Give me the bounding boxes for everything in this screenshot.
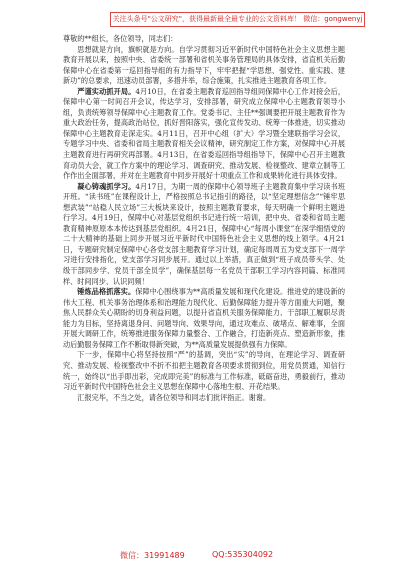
promo-banner: 关注头条号"公文研究"，获得最新最全最专业的公文资料库！ 微信：gongwenyj bbox=[110, 12, 365, 27]
footer-qq: QQ:535304092 bbox=[212, 550, 274, 559]
section-paragraph-study bbox=[63, 182, 345, 287]
intro-paragraph: 思想就是方向，旗帜就是方向。自学习贯彻习近平新时代中国特色社会主义思想主题教育开展以来，按照中央、省委统一部署和省机关事务管理局的具体安排，省直机关后勤保障中心在省委第一巡回指导组的有力指导下，牢牢把握“学思想、强党性、重实践、建新功”的总要求，迅速动员部署，多措并举，综合施策，扎实推进主题教育各项工作。 bbox=[63, 44, 345, 86]
salutation: 尊敬的**组长，各位领导，同志们： bbox=[63, 34, 178, 43]
next-steps-paragraph: 下一步，保障中心将坚持按照“严”的基调，突出“实”的导向，在理论学习、调查研究、推动发展、检视整改中不折不扣把主题教育各项要求贯彻到位，用党员贯通，知信行统一，始终以“出手即出彩，完成即完美”的标准与工作标准，砥砺奋进，勇毅前行，推动习近平新时代中国特色社会主义思想在保障中心落地生根、开花结果。 bbox=[63, 350, 345, 392]
section-text-study: 4月17日，为期一周的保障中心领导班子主题教育集中学习读书班开班。“读书班”在课程设计上，严格按照总书记指引的路径，以“坚定理想信念”“锤牢思想武装”“站稳人民立场”三大板块来设计，按照主题教育要求，每天明确一个鲜明主题进行学习。4月19日，保障中心对基层党组织书记进行统一培训，把中央、省委和省局主题教育精神原原本本传达到基层党组织。4月21日，保障中心“每周小课堂”在深学细悟党的二十大精神的基础上同步开展习近平新时代中国特色社会主义思想的线上领学。4月21日，专题研究制定保障中心各党支部主题教育学习计划，确定每周周五为党支部下一周学习进行安排指化，党支部学习同步展开。通过以上举措，真正做到“班子成员带头学、处级干部同步学、党员干部全员学”，确保基层每一名党员干部职工学习内容同篇、标准同样、时间同步、认识同频！ bbox=[63, 181, 345, 286]
section-paragraph-kickoff bbox=[63, 87, 345, 182]
section-lead-kickoff: 严谨实动抓开局。 bbox=[77, 86, 136, 96]
footer-wechat: 微信：31991489 bbox=[120, 551, 185, 560]
section-lead-study: 凝心铸魂抓学习。 bbox=[77, 181, 136, 191]
section-text-implement: 保障中心围绕事为**高质量发展和现代化建设。推进党的建设新的伟大工程、机关事务治理体系和治理能力现代化、后勤保障能力提升等方面重大问题，聚焦人民群众关心期盼的切身利益问题，以提升省直机关服务保障能力、干部职工履职尽责能力为目标，坚持离退身问、问题导向、效果导向，通过攻难点、破堵点、解难事，全面开展大调研工作，统筹推进服务保障力量整合、工作融合，打造新亮点、塑造新形象，推动后勤服务保障工作不断取得新突破，为**高质量发展提供强有力保障。 bbox=[63, 287, 345, 349]
section-lead-implement: 锤炼品格抓落实。 bbox=[77, 287, 136, 297]
section-paragraph-implement bbox=[63, 287, 345, 350]
closing-paragraph: 汇报完毕，不当之处，请各位领导和同志们批评指正。谢谢。 bbox=[77, 392, 271, 402]
document-body bbox=[63, 34, 345, 403]
section-text-kickoff: 4月10日，在省委主题教育巡回指导组同保障中心工作对接会后，保障中心第一时间召开会议，传达学习，安排部署，研究成立保障中心主题教育领导小组，负责统筹领导保障中心主题教育工作。党委书记、主任**强调要把开展主题教育作为重大政治任务，提高政治站位，抓好晋阳落实，强化宣传发动、统筹一体推进，切实推动保障中心主题教育走深走实。4月11日，召开中心组（扩大）学习暨全建联指学习会议，专题学习中央、省委和省局主题教育相关会议精神，研究制定工作方案，对保障中心开展主题教育进行再研究再部署。4月13日，在省委巡回指导组指导下，保障中心召开主题教育动员大会，就工作方案中的理论学习、调查研究、推动发展、检视整改、建章立制等工作作出全面部署，并对在主题教育中同步开展好十项重点工作和成果转化进行具体安排。 bbox=[63, 86, 345, 181]
